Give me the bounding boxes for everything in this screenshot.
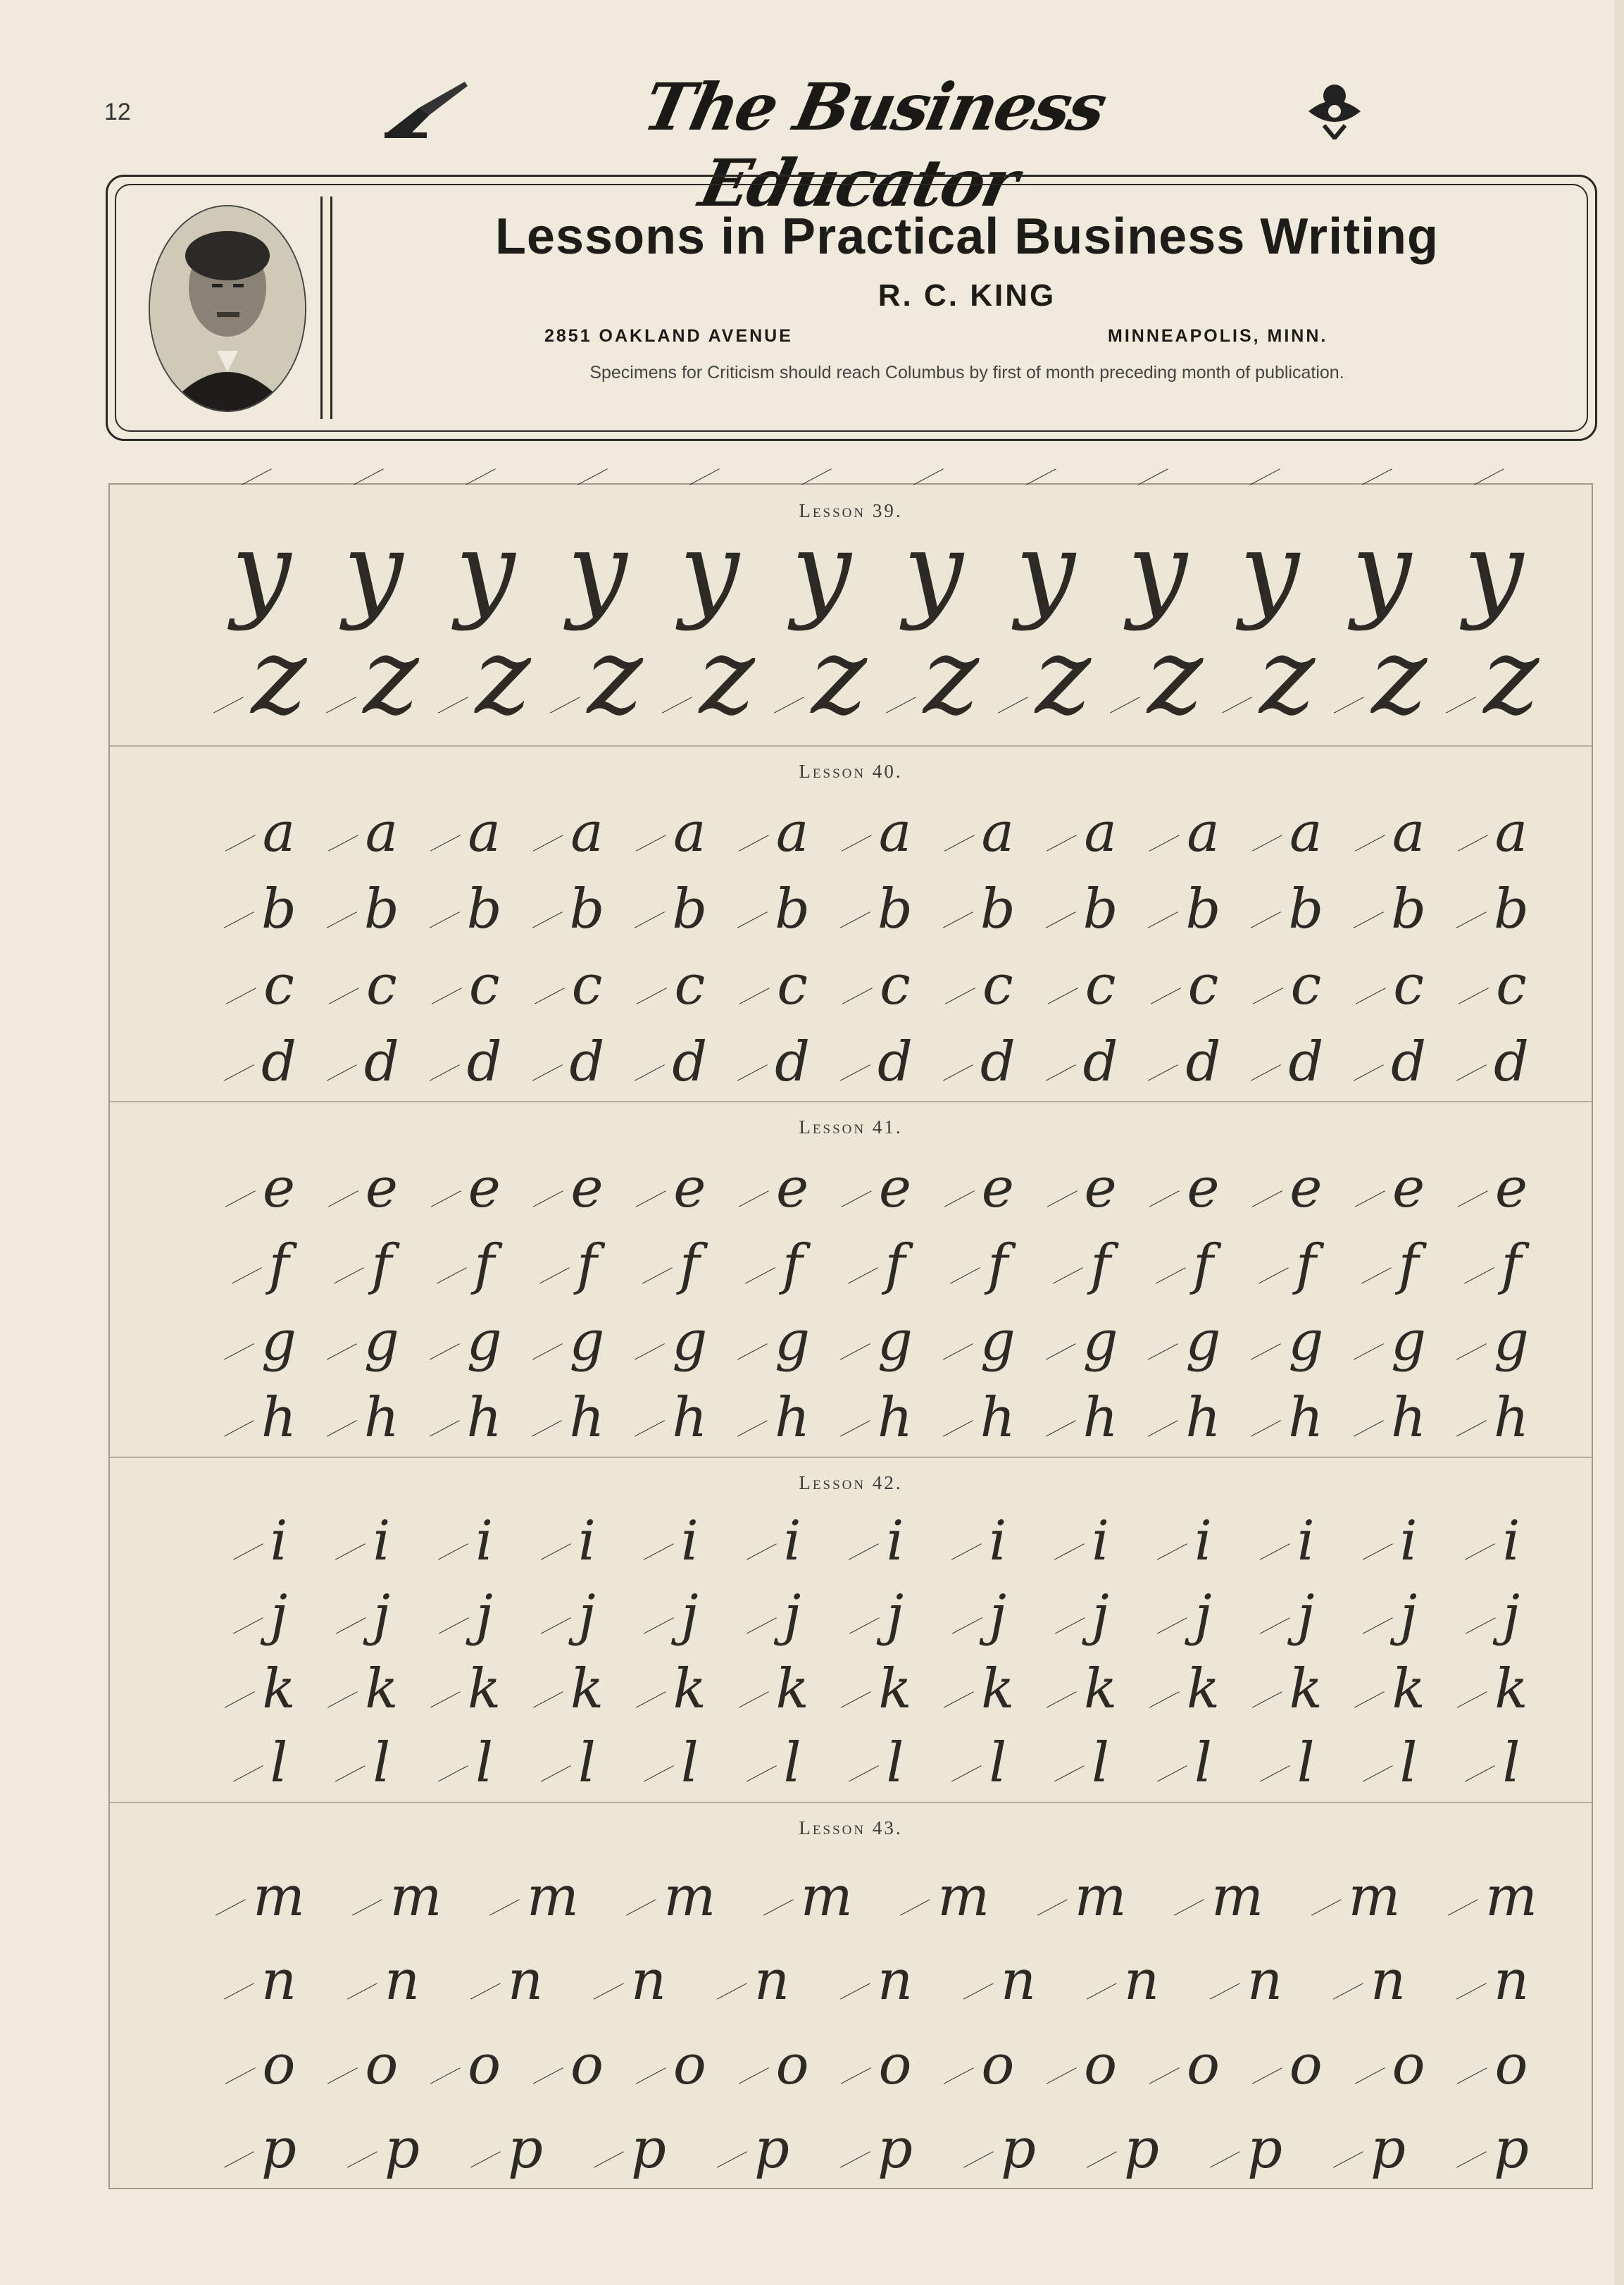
script-letter: d: [1448, 1031, 1539, 1094]
script-letter: f: [216, 1233, 307, 1297]
script-letter: a: [729, 801, 820, 864]
script-letter: j: [1139, 1583, 1231, 1647]
script-letter: z: [1336, 616, 1428, 738]
lesson-label: Lesson 42.: [799, 1472, 903, 1493]
script-letter: n: [955, 1949, 1047, 2012]
script-letter: h: [1139, 1386, 1231, 1450]
script-letter: k: [626, 1657, 718, 1721]
script-letter: i: [1448, 1509, 1539, 1573]
script-letter: f: [318, 1233, 410, 1297]
script-letter: n: [1201, 1949, 1293, 2012]
practice-row-g: [216, 1297, 1539, 1374]
script-letter: j: [523, 1583, 615, 1647]
lesson-label: Lesson 39.: [799, 500, 903, 521]
script-letter: b: [1242, 878, 1334, 941]
script-letter: f: [1037, 1233, 1129, 1297]
script-letter: j: [935, 1583, 1026, 1647]
script-letter: n: [832, 1949, 923, 2012]
script-letter: k: [318, 1657, 410, 1721]
script-letter: p: [1448, 2117, 1539, 2181]
script-letter: b: [1345, 878, 1437, 941]
script-letter: i: [832, 1509, 923, 1573]
practice-row-f: [216, 1220, 1539, 1297]
script-letter: o: [421, 2034, 513, 2097]
script-letter: e: [1448, 1157, 1539, 1220]
script-letter: c: [1345, 954, 1437, 1017]
script-letter: i: [1037, 1509, 1129, 1573]
script-letter: e: [626, 1157, 718, 1220]
script-letter: j: [1242, 1583, 1334, 1647]
script-letter: a: [523, 801, 615, 864]
script-letter: o: [1242, 2034, 1334, 2097]
script-letter: f: [729, 1233, 820, 1297]
script-letter: l: [1345, 1731, 1437, 1795]
practice-row-j: [216, 1573, 1539, 1647]
script-letter: p: [1078, 2117, 1170, 2181]
script-letter: k: [523, 1657, 615, 1721]
page-gutter: [1614, 0, 1624, 2285]
script-letter: h: [1037, 1386, 1129, 1450]
script-letter: e: [216, 1157, 307, 1220]
script-letter: z: [1224, 616, 1316, 738]
script-letter: h: [1345, 1386, 1437, 1450]
script-letter: l: [1139, 1731, 1231, 1795]
script-letter: f: [626, 1233, 718, 1297]
script-letter: g: [729, 1309, 820, 1373]
script-letter: l: [1242, 1731, 1334, 1795]
script-letter: b: [832, 878, 923, 941]
script-letter: p: [1201, 2117, 1293, 2181]
portrait-divider: [320, 197, 323, 419]
script-letter: y: [1112, 387, 1204, 633]
script-letter: e: [1345, 1157, 1437, 1220]
script-letter: i: [935, 1509, 1026, 1573]
script-letter: b: [421, 878, 513, 941]
script-letter: j: [1448, 1583, 1539, 1647]
lesson-label: Lesson 43.: [799, 1817, 903, 1838]
script-letter: o: [523, 2034, 615, 2097]
script-letter: h: [318, 1386, 410, 1450]
script-letter: e: [318, 1157, 410, 1220]
script-letter: j: [626, 1583, 718, 1647]
script-letter: l: [935, 1731, 1026, 1795]
script-letter: m: [1174, 1865, 1266, 1929]
script-letter: d: [1037, 1031, 1129, 1094]
script-letter: g: [523, 1309, 615, 1373]
script-letter: n: [708, 1949, 800, 2012]
script-letter: y: [439, 387, 531, 633]
script-letter: l: [832, 1731, 923, 1795]
series-title: Lessons in Practical Business Writing: [494, 208, 1439, 265]
masthead: [380, 63, 1366, 221]
script-letter: c: [216, 954, 307, 1017]
practice-row-m: [216, 1844, 1539, 1929]
script-letter: a: [1139, 801, 1231, 864]
practice-row-d: [216, 1017, 1539, 1094]
script-letter: z: [775, 616, 867, 738]
script-letter: z: [1112, 616, 1204, 738]
script-letter: o: [1139, 2034, 1231, 2097]
script-letter: a: [1242, 801, 1334, 864]
script-letter: f: [1242, 1233, 1334, 1297]
script-letter: d: [1139, 1031, 1231, 1094]
script-letter: z: [327, 616, 419, 738]
script-letter: l: [318, 1731, 410, 1795]
script-letter: d: [421, 1031, 513, 1094]
script-letter: c: [626, 954, 718, 1017]
script-letter: g: [935, 1309, 1026, 1373]
script-letter: i: [318, 1509, 410, 1573]
script-letter: z: [551, 616, 643, 738]
script-letter: l: [1448, 1731, 1539, 1795]
practice-row-k: [216, 1647, 1539, 1721]
script-letter: i: [523, 1509, 615, 1573]
script-letter: z: [1448, 616, 1539, 738]
script-letter: z: [1000, 616, 1092, 738]
script-letter: i: [1242, 1509, 1334, 1573]
script-letter: g: [1242, 1309, 1334, 1373]
author-name: R. C. KING: [877, 278, 1056, 313]
practice-row-b: [216, 864, 1539, 941]
script-letter: b: [935, 878, 1026, 941]
script-letter: m: [900, 1865, 992, 1929]
practice-row-a: [216, 787, 1539, 864]
script-letter: k: [1448, 1657, 1539, 1721]
script-letter: j: [216, 1583, 307, 1647]
script-letter: h: [1242, 1386, 1334, 1450]
script-letter: d: [318, 1031, 410, 1094]
script-letter: d: [935, 1031, 1026, 1094]
script-letter: c: [935, 954, 1026, 1017]
script-letter: m: [1037, 1865, 1129, 1929]
script-letter: a: [421, 801, 513, 864]
practice-row-h: [216, 1373, 1539, 1450]
script-letter: h: [421, 1386, 513, 1450]
script-letter: o: [1037, 2034, 1129, 2097]
script-letter: d: [1345, 1031, 1437, 1094]
script-letter: f: [1139, 1233, 1231, 1297]
script-letter: m: [626, 1865, 718, 1929]
script-letter: p: [955, 2117, 1047, 2181]
script-letter: f: [1345, 1233, 1437, 1297]
script-letter: y: [327, 387, 419, 633]
lesson-section: [110, 1802, 1592, 2188]
script-letter: k: [1139, 1657, 1231, 1721]
practice-row-e: [216, 1143, 1539, 1220]
script-letter: b: [216, 878, 307, 941]
script-letter: y: [775, 387, 867, 633]
script-letter: j: [832, 1583, 923, 1647]
script-letter: i: [421, 1509, 513, 1573]
script-letter: n: [1078, 1949, 1170, 2012]
script-letter: g: [626, 1309, 718, 1373]
script-letter: m: [1311, 1865, 1403, 1929]
script-letter: l: [523, 1731, 615, 1795]
pen-icon: [380, 76, 472, 139]
lesson-label: Lesson 41.: [799, 1116, 903, 1138]
script-letter: j: [318, 1583, 410, 1647]
script-letter: g: [1037, 1309, 1129, 1373]
script-letter: p: [1325, 2117, 1416, 2181]
script-letter: f: [1448, 1233, 1539, 1297]
script-letter: a: [1448, 801, 1539, 864]
emblem-icon: [1303, 76, 1366, 139]
script-letter: k: [729, 1657, 820, 1721]
author-portrait: [149, 205, 306, 412]
script-letter: d: [626, 1031, 718, 1094]
script-letter: n: [1325, 1949, 1416, 2012]
script-letter: k: [1242, 1657, 1334, 1721]
script-letter: e: [421, 1157, 513, 1220]
script-letter: f: [421, 1233, 513, 1297]
script-letter: d: [832, 1031, 923, 1094]
script-letter: h: [626, 1386, 718, 1450]
script-letter: b: [318, 878, 410, 941]
script-letter: z: [887, 616, 979, 738]
script-letter: z: [216, 616, 307, 738]
lesson-section: [110, 745, 1592, 1102]
script-letter: y: [551, 387, 643, 633]
script-letter: b: [729, 878, 820, 941]
script-letter: e: [523, 1157, 615, 1220]
script-letter: c: [318, 954, 410, 1017]
script-letter: j: [421, 1583, 513, 1647]
script-letter: c: [1139, 954, 1231, 1017]
script-letter: e: [1037, 1157, 1129, 1220]
lesson-section: [110, 1101, 1592, 1458]
script-letter: a: [935, 801, 1026, 864]
practice-row-i: [216, 1499, 1539, 1573]
city-address: MINNEAPOLIS, MINN.: [1108, 326, 1328, 346]
script-letter: f: [935, 1233, 1026, 1297]
script-letter: p: [339, 2117, 430, 2181]
script-letter: b: [523, 878, 615, 941]
script-letter: o: [729, 2034, 820, 2097]
script-letter: a: [1037, 801, 1129, 864]
script-letter: c: [421, 954, 513, 1017]
script-letter: i: [626, 1509, 718, 1573]
script-letter: k: [832, 1657, 923, 1721]
script-letter: y: [1336, 387, 1428, 633]
script-letter: i: [216, 1509, 307, 1573]
script-letter: g: [832, 1309, 923, 1373]
lesson-label: Lesson 40.: [799, 761, 903, 782]
script-letter: p: [462, 2117, 554, 2181]
script-letter: y: [663, 387, 755, 633]
script-letter: y: [1000, 387, 1092, 633]
script-letter: l: [626, 1731, 718, 1795]
script-letter: f: [523, 1233, 615, 1297]
script-letter: o: [626, 2034, 718, 2097]
script-letter: l: [216, 1731, 307, 1795]
script-letter: n: [216, 1949, 307, 2012]
script-letter: c: [1242, 954, 1334, 1017]
script-letter: b: [626, 878, 718, 941]
script-letter: o: [216, 2034, 307, 2097]
practice-row-l: [216, 1721, 1539, 1795]
script-letter: e: [1242, 1157, 1334, 1220]
lesson-section: [110, 1457, 1592, 1803]
script-letter: k: [421, 1657, 513, 1721]
script-letter: e: [832, 1157, 923, 1220]
script-letter: a: [832, 801, 923, 864]
script-letter: a: [1345, 801, 1437, 864]
script-letter: d: [216, 1031, 307, 1094]
script-letter: n: [585, 1949, 677, 2012]
practice-row-z: [216, 616, 1539, 738]
script-letter: o: [318, 2034, 410, 2097]
script-letter: g: [1448, 1309, 1539, 1373]
script-letter: g: [318, 1309, 410, 1373]
script-letter: n: [1448, 1949, 1539, 2012]
script-letter: o: [1345, 2034, 1437, 2097]
script-letter: m: [489, 1865, 581, 1929]
script-letter: i: [1345, 1509, 1437, 1573]
script-letter: a: [626, 801, 718, 864]
script-letter: h: [832, 1386, 923, 1450]
script-letter: p: [585, 2117, 677, 2181]
script-letter: k: [216, 1657, 307, 1721]
script-letter: m: [1448, 1865, 1539, 1929]
script-letter: c: [729, 954, 820, 1017]
page-number: 12: [104, 99, 131, 125]
script-letter: i: [1139, 1509, 1231, 1573]
script-letter: y: [216, 387, 307, 633]
masthead-title: The Business Educator: [637, 69, 1112, 221]
script-letter: y: [887, 387, 979, 633]
practice-row-c: [216, 941, 1539, 1018]
script-letter: h: [523, 1386, 615, 1450]
script-letter: l: [729, 1731, 820, 1795]
portrait-divider: [330, 197, 332, 419]
penmanship-plate: [108, 483, 1593, 2189]
script-letter: y: [1224, 387, 1316, 633]
practice-row-p: [216, 2097, 1539, 2181]
script-letter: d: [729, 1031, 820, 1094]
script-letter: j: [1345, 1583, 1437, 1647]
script-letter: n: [339, 1949, 430, 2012]
script-letter: g: [1139, 1309, 1231, 1373]
script-letter: a: [318, 801, 410, 864]
script-letter: h: [1448, 1386, 1539, 1450]
script-letter: k: [1037, 1657, 1129, 1721]
script-letter: p: [708, 2117, 800, 2181]
script-letter: h: [729, 1386, 820, 1450]
script-letter: m: [216, 1865, 307, 1929]
script-letter: o: [1448, 2034, 1539, 2097]
script-letter: c: [523, 954, 615, 1017]
script-letter: b: [1037, 878, 1129, 941]
script-letter: f: [832, 1233, 923, 1297]
script-letter: z: [663, 616, 755, 738]
script-letter: g: [1345, 1309, 1437, 1373]
submission-notice: Specimens for Criticism should reach Columbus by first of month preceding month of publication.: [589, 363, 1344, 382]
script-letter: h: [935, 1386, 1026, 1450]
script-letter: p: [216, 2117, 307, 2181]
script-letter: o: [832, 2034, 923, 2097]
script-letter: g: [216, 1309, 307, 1373]
practice-row-n: [216, 1929, 1539, 2013]
script-letter: c: [1037, 954, 1129, 1017]
script-letter: d: [523, 1031, 615, 1094]
script-letter: h: [216, 1386, 307, 1450]
script-letter: l: [421, 1731, 513, 1795]
script-letter: k: [1345, 1657, 1437, 1721]
street-address: 2851 OAKLAND AVENUE: [544, 326, 793, 346]
script-letter: o: [935, 2034, 1026, 2097]
script-letter: n: [462, 1949, 554, 2012]
script-letter: e: [729, 1157, 820, 1220]
script-letter: j: [1037, 1583, 1129, 1647]
practice-row-o: [216, 2012, 1539, 2097]
script-letter: l: [1037, 1731, 1129, 1795]
script-letter: k: [935, 1657, 1026, 1721]
script-letter: a: [216, 801, 307, 864]
script-letter: d: [1242, 1031, 1334, 1094]
lesson-section: [110, 485, 1592, 747]
script-letter: p: [832, 2117, 923, 2181]
script-letter: j: [729, 1583, 820, 1647]
script-letter: m: [763, 1865, 855, 1929]
script-letter: y: [1448, 387, 1539, 633]
script-letter: m: [352, 1865, 444, 1929]
script-letter: e: [935, 1157, 1026, 1220]
script-letter: c: [832, 954, 923, 1017]
script-letter: g: [421, 1309, 513, 1373]
script-letter: c: [1448, 954, 1539, 1017]
script-letter: i: [729, 1509, 820, 1573]
script-letter: e: [1139, 1157, 1231, 1220]
script-letter: b: [1448, 878, 1539, 941]
script-letter: b: [1139, 878, 1231, 941]
script-letter: z: [439, 616, 531, 738]
